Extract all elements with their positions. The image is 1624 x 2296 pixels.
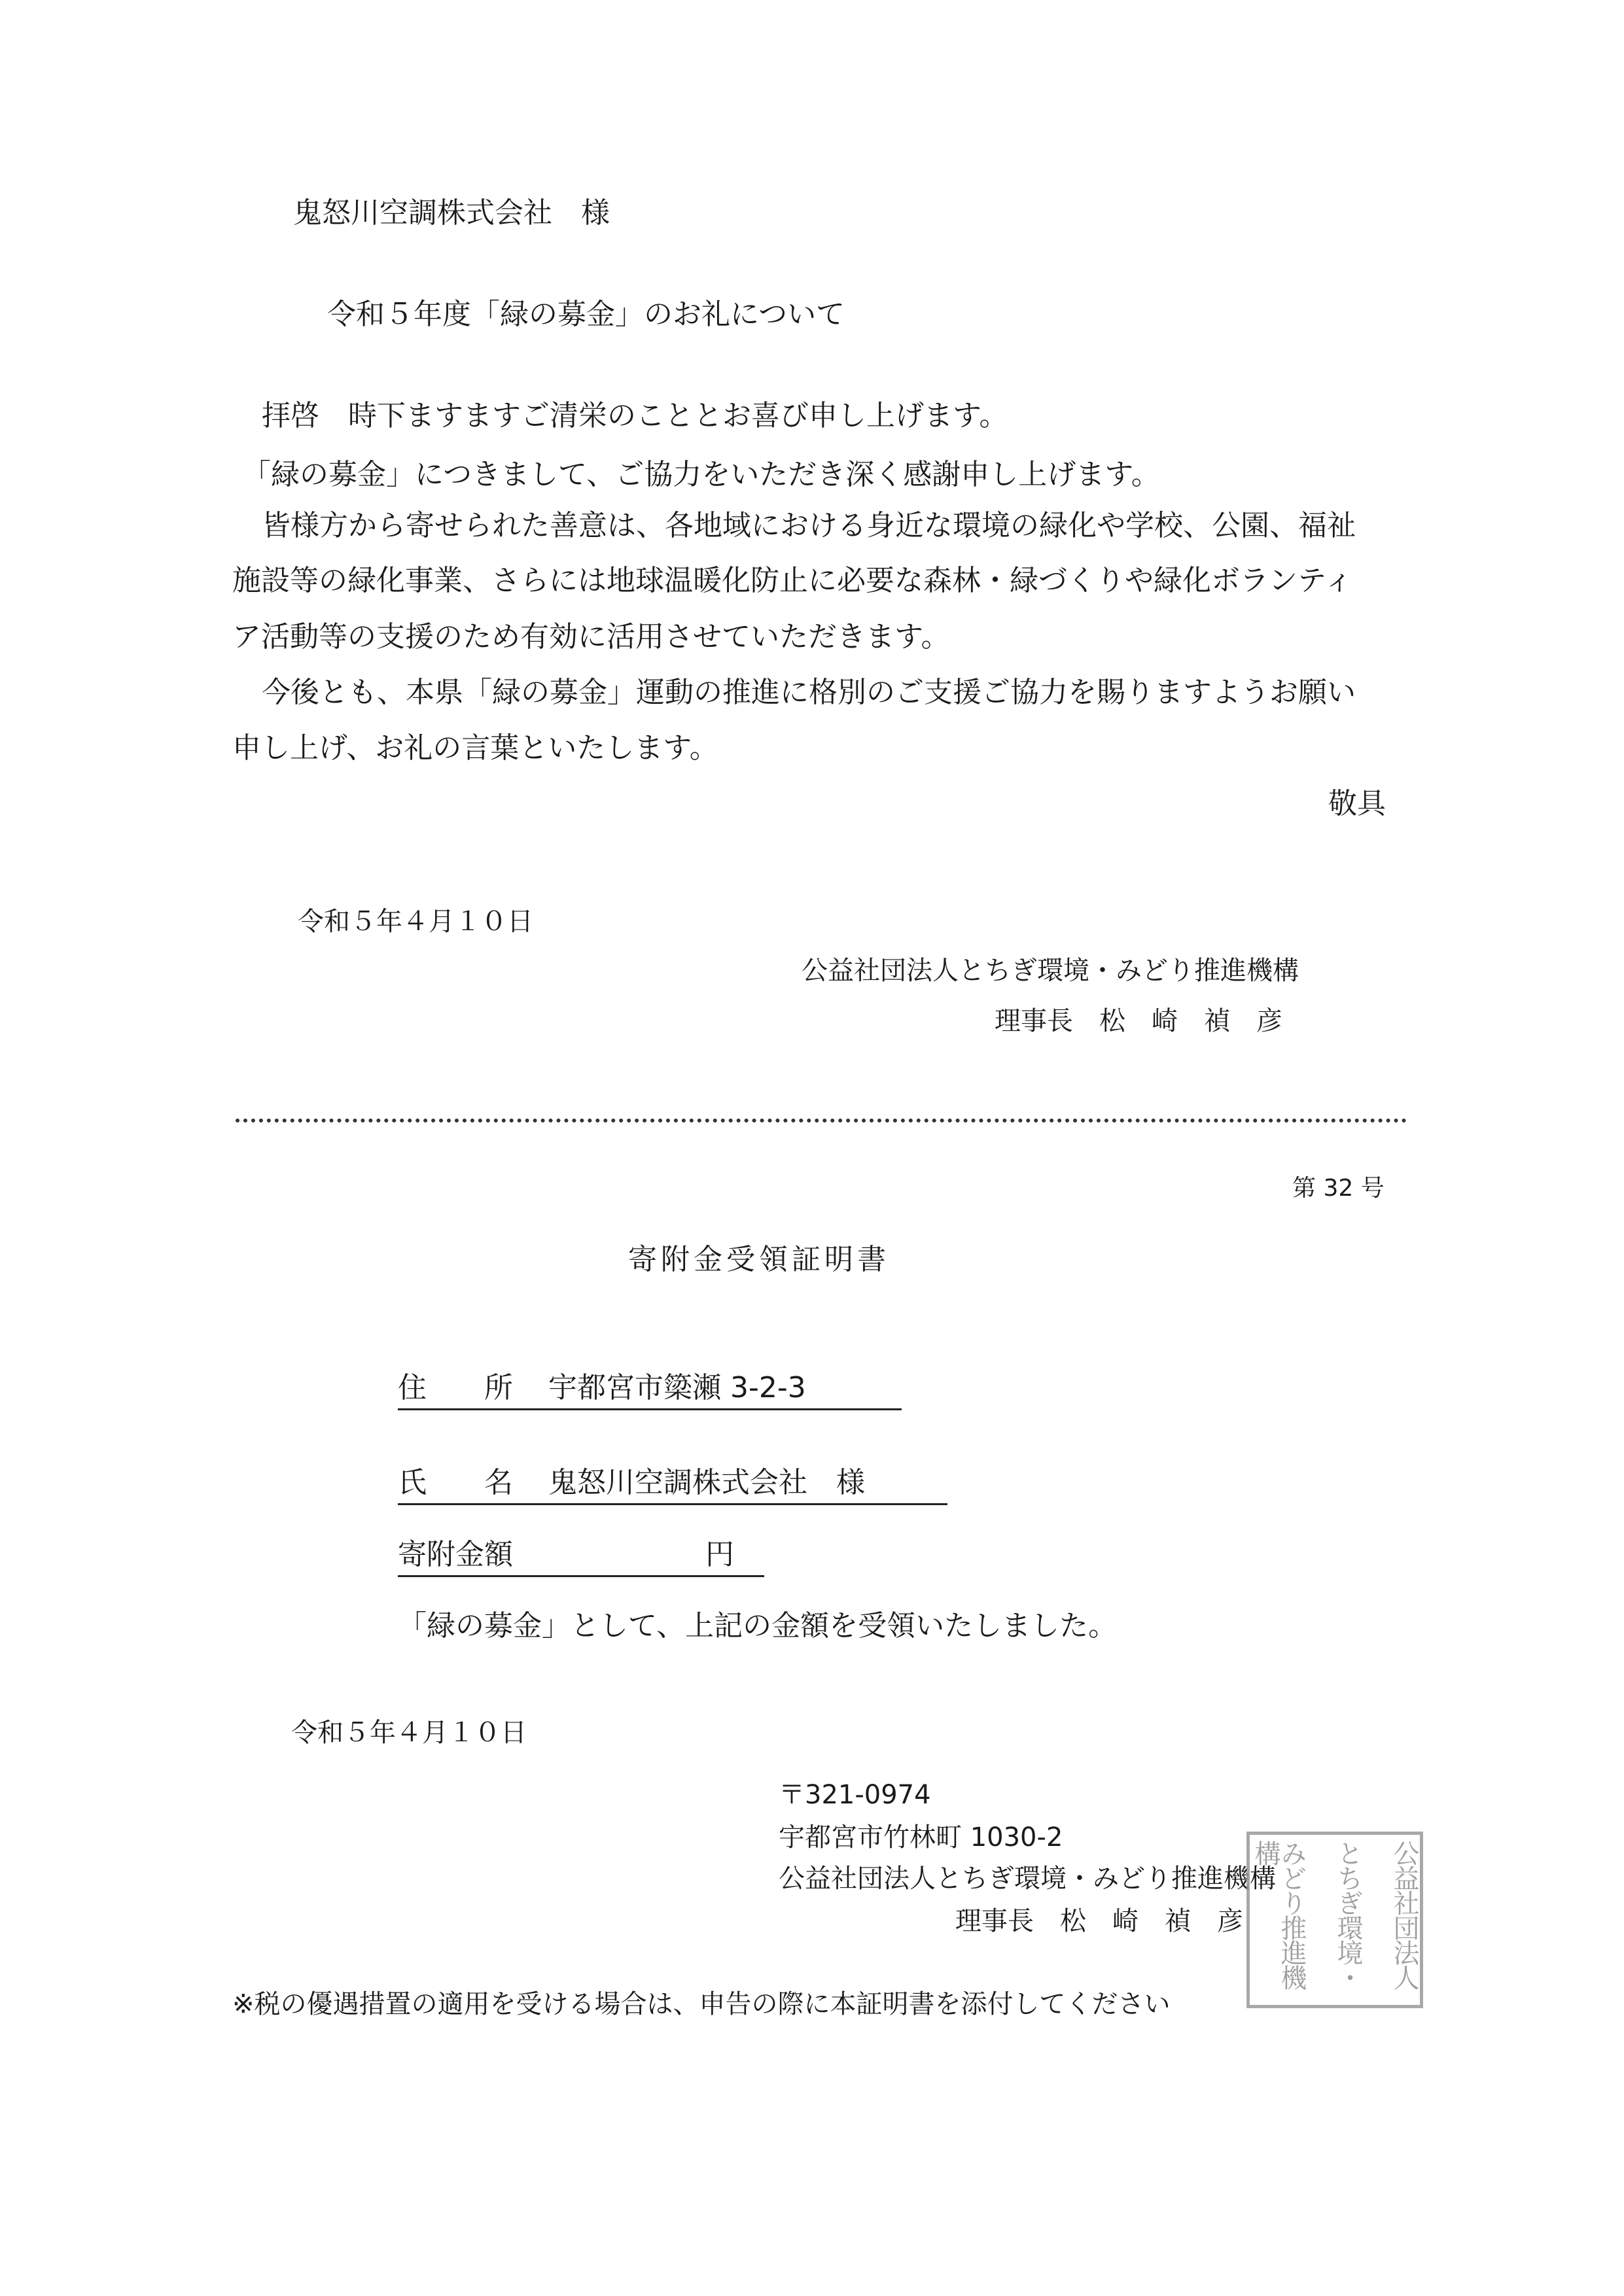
certificate-date: 令和５年４月１０日 xyxy=(291,1718,527,1748)
letter-org: 公益社団法人とちぎ環境・みどり推進機構 xyxy=(802,956,1299,986)
name-value: 鬼怒川空調株式会社 様 xyxy=(548,1466,865,1499)
amount-label: 寄附金額 xyxy=(398,1538,513,1571)
amount-field xyxy=(398,1531,764,1577)
name-field xyxy=(398,1459,947,1505)
seal-text-col-2: とちぎ環境・ xyxy=(1333,1840,1363,1989)
name-label: 氏 名 xyxy=(398,1466,513,1499)
letter-addressee: 鬼怒川空調株式会社 様 xyxy=(293,196,610,230)
certificate-statement: 「緑の募金」として、上記の金額を受領いたしました。 xyxy=(398,1609,1118,1643)
letter-signer: 理事長 松 崎 禎 彦 xyxy=(995,1006,1282,1036)
address-field xyxy=(398,1364,902,1410)
certificate-number: 第 32 号 xyxy=(1292,1175,1385,1202)
letter-date: 令和５年４月１０日 xyxy=(298,907,533,937)
letter-subject: 令和５年度「緑の募金」のお礼について xyxy=(327,298,845,331)
address-value: 宇都宮市簗瀬 3-2-3 xyxy=(548,1371,806,1404)
official-seal xyxy=(1246,1832,1423,2008)
letter-body-line-3: 皆様方から寄せられた善意は、各地域における身近な環境の緑化や学校、公園、福祉 xyxy=(262,509,1356,542)
letter-closing: 敬具 xyxy=(1328,787,1386,820)
tax-note: ※税の優遇措置の適用を受ける場合は、申告の際に本証明書を添付してください xyxy=(232,1989,1171,2019)
letter-body-line-5: ア活動等の支援のため有効に活用させていただきます。 xyxy=(232,620,950,653)
issuer-address: 宇都宮市竹林町 1030-2 xyxy=(779,1822,1063,1852)
seal-text-col-3: みどり推進機構 xyxy=(1250,1840,1307,1989)
seal-text-col-1: 公益社団法人 xyxy=(1389,1840,1419,1989)
letter-body-line-6: 今後とも、本県「緑の募金」運動の推進に格別のご支援ご協力を賜りますようお願い xyxy=(262,676,1356,709)
letter-body-line-1: 拝啓 時下ますますご清栄のこととお喜び申し上げます。 xyxy=(262,399,1008,432)
cut-line-divider xyxy=(236,1119,1407,1122)
address-label: 住 所 xyxy=(398,1371,513,1404)
issuer-signer: 理事長 松 崎 禎 彦 xyxy=(955,1906,1243,1936)
amount-unit: 円 xyxy=(705,1538,734,1571)
issuer-org: 公益社団法人とちぎ環境・みどり推進機構 xyxy=(779,1864,1276,1894)
letter-body-line-2: 「緑の募金」につきまして、ご協力をいただき深く感謝申し上げます。 xyxy=(242,458,1160,491)
issuer-postal: 〒321-0974 xyxy=(779,1780,931,1810)
letter-body-line-7: 申し上げ、お礼の言葉といたします。 xyxy=(232,731,718,765)
certificate-title: 寄附金受領証明書 xyxy=(628,1243,890,1276)
letter-body-line-4: 施設等の緑化事業、さらには地球温暖化防止に必要な森林・緑づくりや緑化ボランティ xyxy=(232,564,1353,597)
